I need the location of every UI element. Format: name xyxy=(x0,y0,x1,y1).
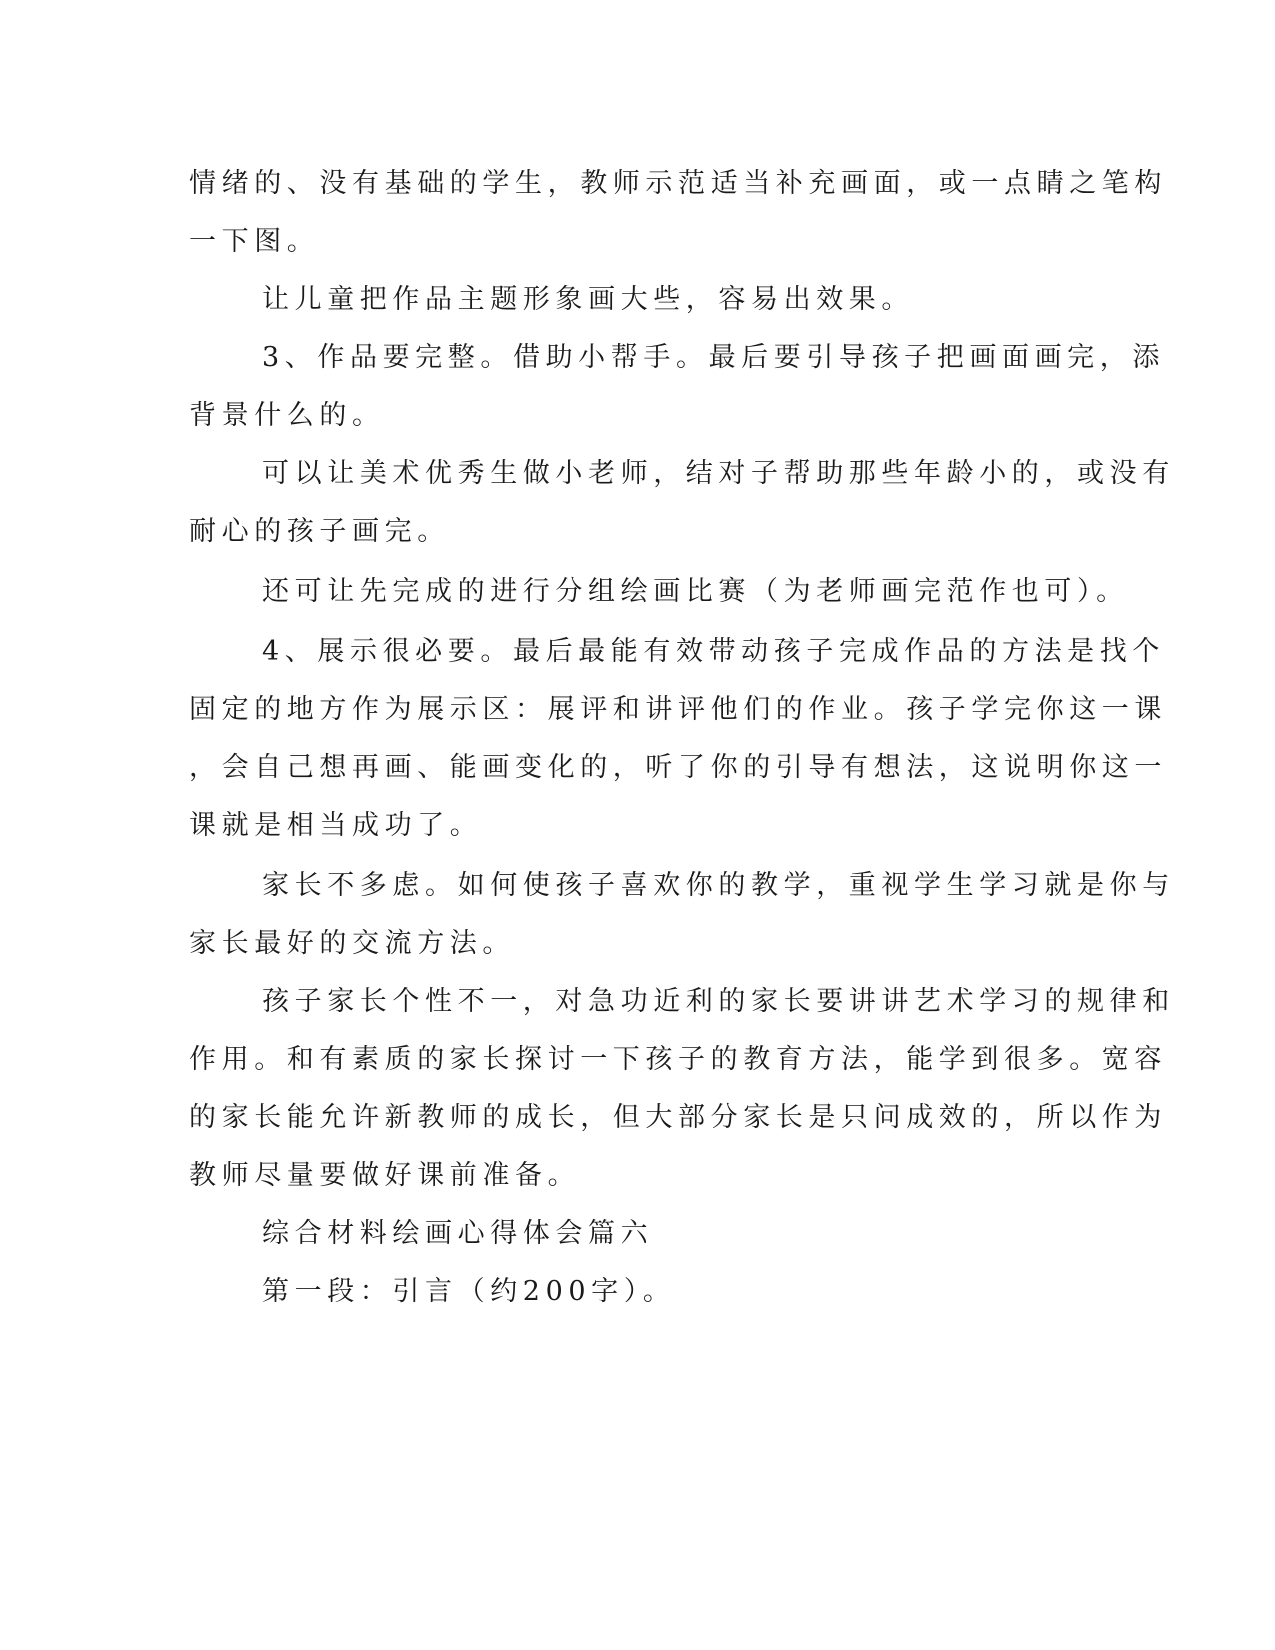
text-line: 可以让美术优秀生做小老师，结对子帮助那些年龄小的，或没有 xyxy=(262,458,1175,489)
text-line: 课就是相当成功了。 xyxy=(189,810,483,841)
text-line: 让儿童把作品主题形象画大些，容易出效果。 xyxy=(262,284,914,315)
text-line: 的家长能允许新教师的成长，但大部分家长是只问成效的，所以作为 xyxy=(189,1102,1167,1133)
text-line: ，会自己想再画、能画变化的，听了你的引导有想法，这说明你这一 xyxy=(189,752,1167,783)
text-line: 固定的地方作为展示区：展评和讲评他们的作业。孩子学完你这一课 xyxy=(189,694,1167,725)
text-line: 还可让先完成的进行分组绘画比赛（为老师画完范作也可）。 xyxy=(262,576,1129,607)
text-line: 作用。和有素质的家长探讨一下孩子的教育方法，能学到很多。宽容 xyxy=(189,1044,1167,1075)
text-line: 耐心的孩子画完。 xyxy=(189,516,450,547)
text-line: 家长最好的交流方法。 xyxy=(189,928,515,959)
text-line: 3、作品要完整。借助小帮手。最后要引导孩子把画面画完，添 xyxy=(262,342,1165,373)
text-line: 孩子家长个性不一，对急功近利的家长要讲讲艺术学习的规律和 xyxy=(262,986,1175,1017)
text-line: 背景什么的。 xyxy=(189,400,385,431)
section-heading: 综合材料绘画心得体会篇六 xyxy=(262,1218,654,1249)
text-line: 家长不多虑。如何使孩子喜欢你的教学，重视学生学习就是你与 xyxy=(262,870,1175,901)
text-line: 教师尽量要做好课前准备。 xyxy=(189,1160,581,1191)
text-line: 第一段：引言（约200字）。 xyxy=(262,1276,676,1307)
text-line: 4、展示很必要。最后最能有效带动孩子完成作品的方法是找个 xyxy=(262,636,1165,667)
text-line: 情绪的、没有基础的学生，教师示范适当补充画面，或一点睛之笔构 xyxy=(189,168,1167,199)
text-line: 一下图。 xyxy=(189,226,320,257)
